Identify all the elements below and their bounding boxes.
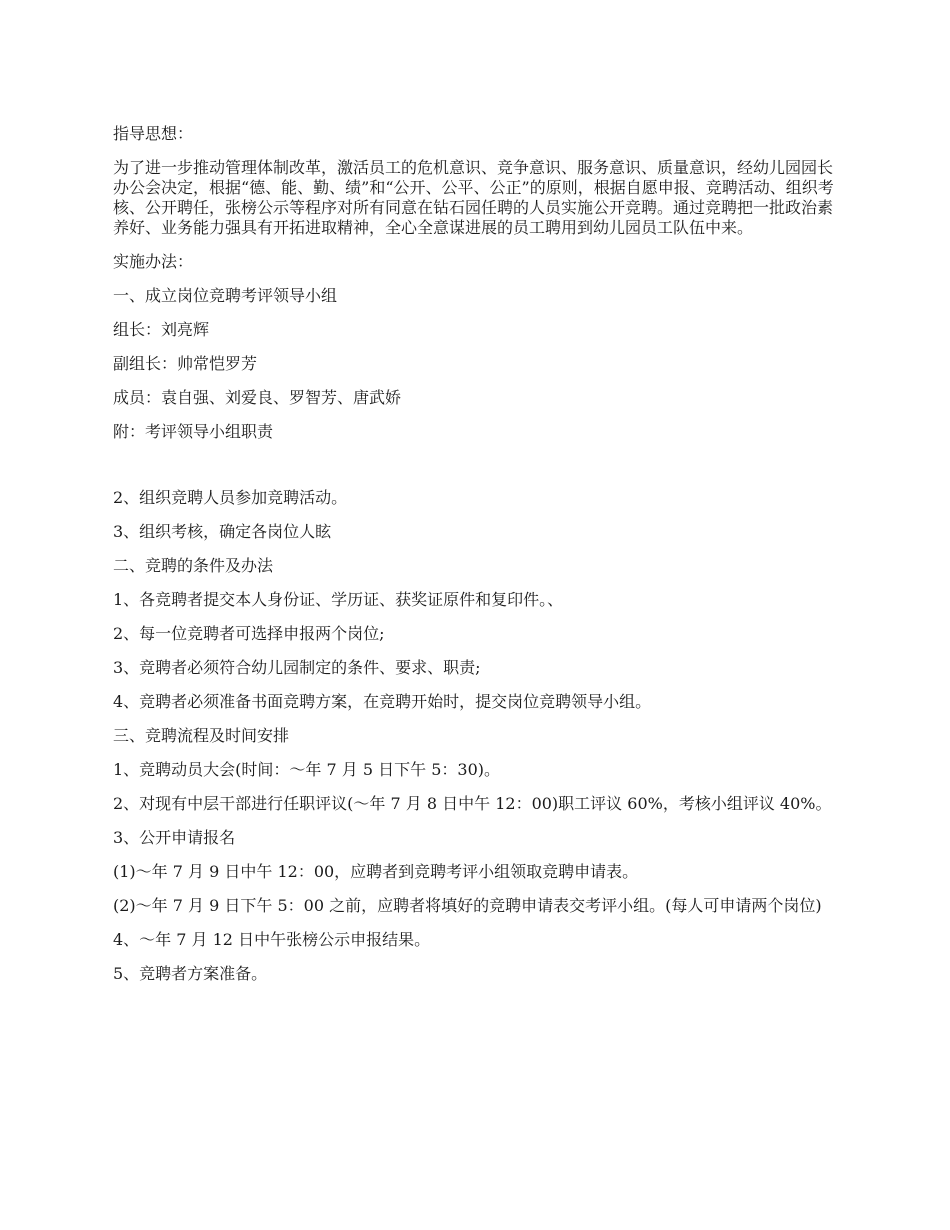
list-item: 4、～年 7 月 12 日中午张榜公示申报结果。 — [113, 930, 431, 949]
heading-guiding-idea: 指导思想： — [113, 124, 194, 143]
list-item: 2、对现有中层干部进行任职评议(～年 7 月 8 日中午 12：00)职工评议 60%，考核小组评议 40%。 — [113, 794, 832, 813]
list-item: 3、竞聘者必须符合幼儿园制定的条件、要求、职责; — [113, 658, 481, 677]
list-item: (1)～年 7 月 9 日中午 12：00，应聘者到竞聘考评小组领取竞聘申请表。 — [113, 862, 639, 881]
list-item: 4、竞聘者必须准备书面竞聘方案，在竞聘开始时，提交岗位竞聘领导小组。 — [113, 692, 652, 711]
section-heading-2: 二、竞聘的条件及办法 — [113, 556, 274, 575]
list-item: (2)～年 7 月 9 日下午 5：00 之前，应聘者将填好的竞聘申请表交考评小组。(每人可申请两个岗位) — [113, 896, 822, 915]
list-item: 3、公开申请报名 — [113, 828, 236, 847]
list-item: 1、各竞聘者提交本人身份证、学历证、获奖证原件和复印件。、 — [113, 590, 564, 609]
section-heading-1: 一、成立岗位竞聘考评领导小组 — [113, 286, 338, 305]
list-item: 3、组织考核，确定各岗位人眩 — [113, 522, 332, 541]
paragraph-guiding-idea: 为了进一步推动管理体制改革，激活员工的危机意识、竞争意识、服务意识、质量意识，经幼儿园园长办公会决定，根据“德、能、勤、绩”和“公开、公平、公正”的原则，根据自愿申报、竞聘活动、组织考核、公开聘任，张榜公示等程序对所有同意在钻石园任聘的人员实施公开竞聘。通过竞聘把一批政治素养好、业务能力强具有开拓进取精神，全心全意谋进展的员工聘用到幼儿园员工队伍中来。 — [113, 158, 834, 237]
deputy-leader-line: 副组长：帅常恺罗芳 — [113, 354, 258, 373]
list-item: 2、组织竞聘人员参加竞聘活动。 — [113, 488, 348, 507]
document-body — [113, 124, 838, 998]
section-heading-3: 三、竞聘流程及时间安排 — [113, 726, 290, 745]
list-item: 5、竞聘者方案准备。 — [113, 964, 268, 983]
list-item: 1、竞聘动员大会(时间：～年 7 月 5 日下午 5：30)。 — [113, 760, 500, 779]
list-item: 2、每一位竞聘者可选择申报两个岗位; — [113, 624, 385, 643]
heading-implementation: 实施办法： — [113, 252, 194, 271]
members-line: 成员：袁自强、刘爱良、罗智芳、唐武娇 — [113, 388, 402, 407]
leader-line: 组长：刘亮辉 — [113, 320, 210, 339]
appendix-line: 附：考评领导小组职责 — [113, 422, 274, 441]
blank-gap — [113, 456, 838, 488]
